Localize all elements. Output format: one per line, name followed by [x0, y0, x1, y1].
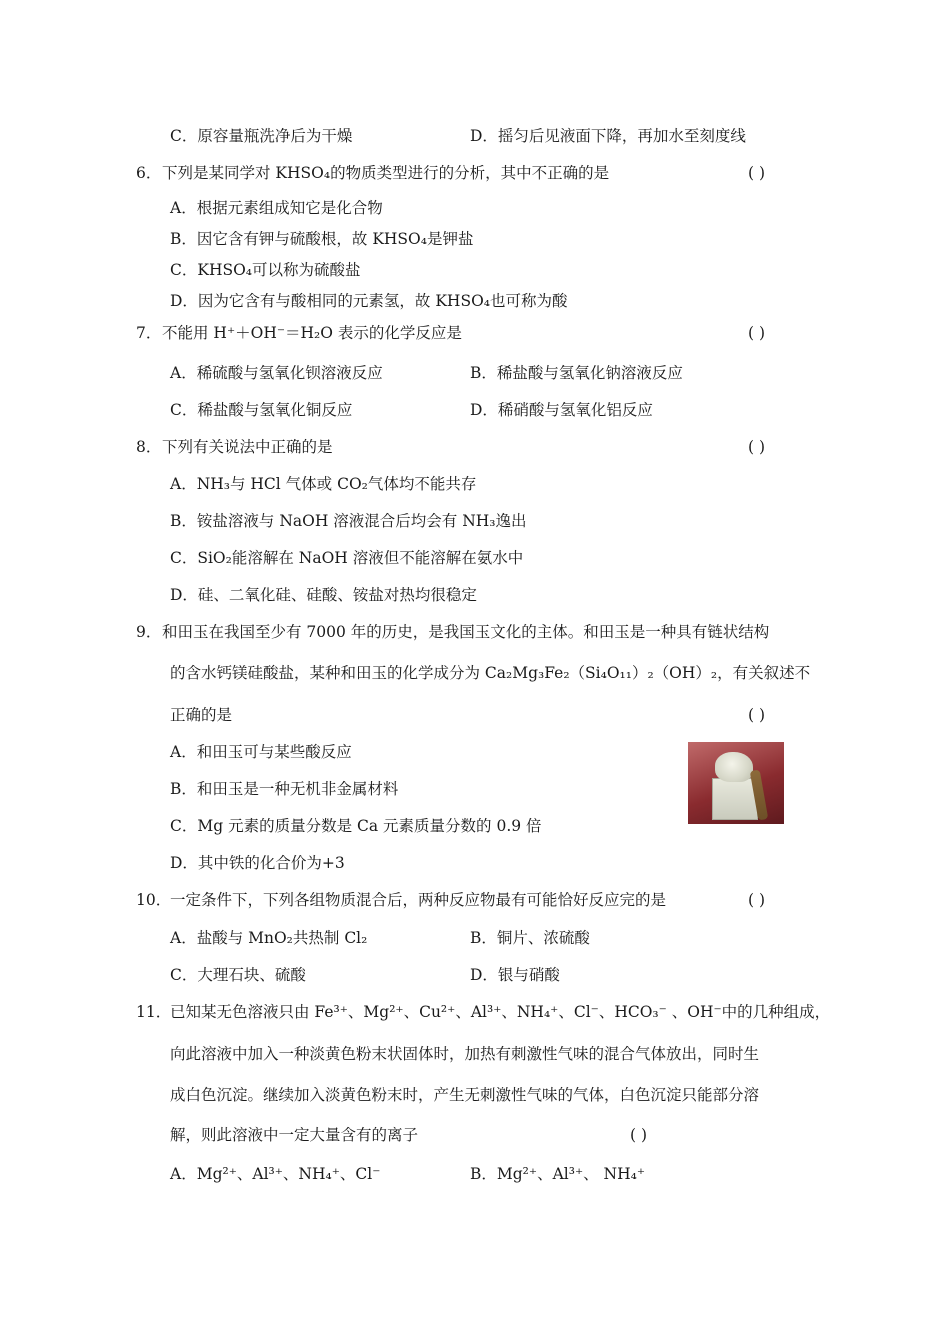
q9-option-b: B．和田玉是一种无机非金属材料	[170, 780, 399, 798]
q8-option-b: B．铵盐溶液与 NaOH 溶液混合后均会有 NH₃逸出	[170, 512, 527, 530]
q6-option-d: D．因为它含有与酸相同的元素氢，故 KHSO₄也可称为酸	[170, 292, 568, 310]
q6-answer-paren: ( )	[748, 164, 766, 182]
q5-option-c: C．原容量瓶洗净后为干燥	[170, 127, 353, 145]
q7-option-d: D．稀硝酸与氢氧化铝反应	[470, 401, 653, 419]
q6-stem: 下列是某同学对 KHSO₄的物质类型进行的分析，其中不正确的是	[162, 164, 610, 182]
q8-option-c: C．SiO₂能溶解在 NaOH 溶液但不能溶解在氨水中	[170, 549, 524, 567]
q6-option-c: C．KHSO₄可以称为硫酸盐	[170, 261, 361, 279]
q10-option-c: C．大理石块、硫酸	[170, 966, 306, 984]
q9-stem-line3: 正确的是	[170, 706, 233, 724]
q11-option-a: A．Mg²⁺、Al³⁺、NH₄⁺、Cl⁻	[170, 1165, 381, 1183]
q11-stem-line2: 向此溶液中加入一种淡黄色粉末状固体时，加热有刺激性气味的混合气体放出，同时生	[170, 1045, 760, 1063]
q5-option-d: D．摇匀后见液面下降，再加水至刻度线	[470, 127, 746, 145]
q10-number: 10．	[136, 891, 172, 909]
q9-number: 9．	[136, 623, 162, 641]
q10-option-d: D．银与硝酸	[470, 966, 560, 984]
seal-carving	[715, 752, 753, 782]
q10-option-a: A．盐酸与 MnO₂共热制 Cl₂	[170, 929, 368, 947]
q11-option-b: B．Mg²⁺、Al³⁺、 NH₄⁺	[470, 1165, 646, 1183]
q8-option-d: D．硅、二氧化硅、硅酸、铵盐对热均很稳定	[170, 586, 477, 604]
q10-option-b: B．铜片、浓硫酸	[470, 929, 590, 947]
q8-answer-paren: ( )	[748, 438, 766, 456]
q11-answer-paren: ( )	[630, 1126, 648, 1144]
q10-answer-paren: ( )	[748, 891, 766, 909]
q7-option-c: C．稀盐酸与氢氧化铜反应	[170, 401, 353, 419]
q6-number: 6．	[136, 164, 162, 182]
q8-stem: 下列有关说法中正确的是	[162, 438, 333, 456]
q9-stem-line2: 的含水钙镁硅酸盐，某种和田玉的化学成分为 Ca₂Mg₃Fe₂（Si₄O₁₁）₂（OH）₂，有关叙述不	[170, 664, 811, 682]
q11-stem-line3: 成白色沉淀。继续加入淡黄色粉末时，产生无刺激性气味的气体，白色沉淀只能部分溶	[170, 1086, 760, 1104]
q11-number: 11．	[136, 1003, 172, 1021]
q6-option-a: A．根据元素组成知它是化合物	[170, 199, 383, 217]
q7-number: 7．	[136, 324, 162, 342]
q11-stem-line1: 已知某无色溶液只由 Fe³⁺、Mg²⁺、Cu²⁺、Al³⁺、NH₄⁺、Cl⁻、HCO₃⁻ 、OH⁻中的几种组成，	[170, 1003, 831, 1021]
q8-option-a: A．NH₃与 HCl 气体或 CO₂气体均不能共存	[170, 475, 477, 493]
q7-option-a: A．稀硫酸与氢氧化钡溶液反应	[170, 364, 383, 382]
hetian-jade-seal-image	[688, 742, 784, 824]
q7-option-b: B．稀盐酸与氢氧化钠溶液反应	[470, 364, 683, 382]
q9-stem-line1: 和田玉在我国至少有 7000 年的历史，是我国玉文化的主体。和田玉是一种具有链状结构	[162, 623, 770, 641]
q7-stem: 不能用 H⁺＋OH⁻＝H₂O 表示的化学反应是	[162, 324, 462, 342]
q8-number: 8．	[136, 438, 162, 456]
q6-option-b: B．因它含有钾与硫酸根，故 KHSO₄是钾盐	[170, 230, 474, 248]
q9-option-d: D．其中铁的化合价为+3	[170, 854, 345, 872]
q11-stem-line4: 解，则此溶液中一定大量含有的离子	[170, 1126, 419, 1144]
q9-option-c: C．Mg 元素的质量分数是 Ca 元素质量分数的 0.9 倍	[170, 817, 542, 835]
q10-stem: 一定条件下，下列各组物质混合后，两种反应物最有可能恰好反应完的是	[170, 891, 667, 909]
q7-answer-paren: ( )	[748, 324, 766, 342]
q9-option-a: A．和田玉可与某些酸反应	[170, 743, 352, 761]
q9-answer-paren: ( )	[748, 706, 766, 724]
